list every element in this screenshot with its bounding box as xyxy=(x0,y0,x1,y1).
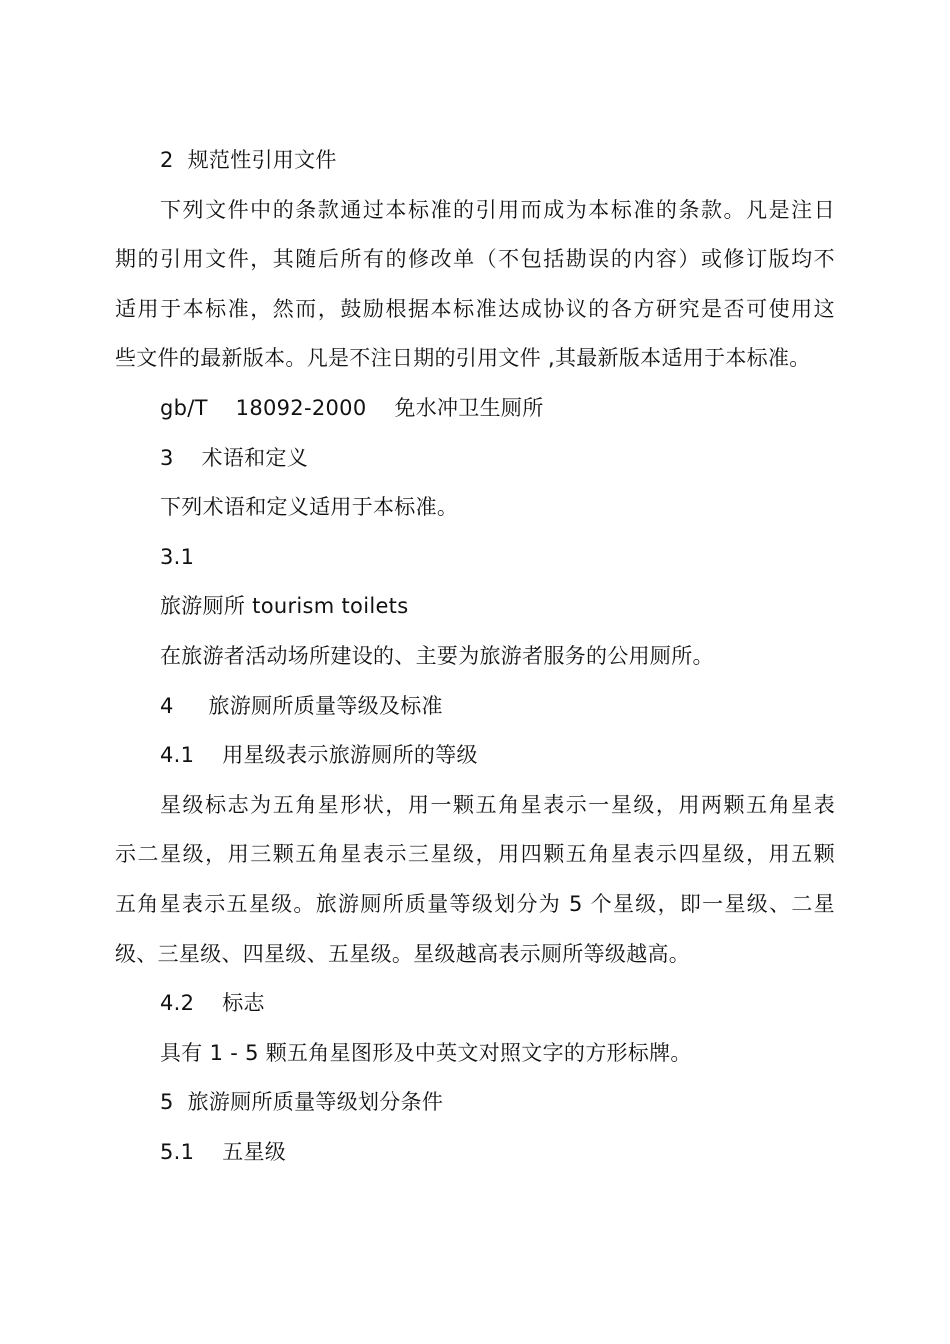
subsection-heading-4-2: 4.2 标志 xyxy=(160,991,265,1016)
paragraph-line: 适用于本标准，然而，鼓励根据本标准达成协议的各方研究是否可使用这 xyxy=(115,296,835,321)
term-definition: 在旅游者活动场所建设的、主要为旅游者服务的公用厕所。 xyxy=(160,643,714,668)
paragraph-line: 示二星级，用三颗五角星表示三星级，用四颗五角星表示四星级，用五颗 xyxy=(115,842,835,867)
term-name: 旅游厕所 tourism toilets xyxy=(160,594,409,619)
section-heading-2: 2 规范性引用文件 xyxy=(160,148,337,172)
section-heading-4: 4 旅游厕所质量等级及标准 xyxy=(160,693,443,718)
subsection-heading-4-1: 4.1 用星级表示旅游厕所的等级 xyxy=(160,743,478,768)
paragraph-line: 五角星表示五星级。旅游厕所质量等级划分为 5 个星级，即一星级、二星 xyxy=(115,891,835,916)
term-number: 3.1 xyxy=(160,544,195,569)
paragraph-line: 星级标志为五角星形状，用一颗五角星表示一星级，用两颗五角星表 xyxy=(160,792,835,817)
section-heading-3: 3 术语和定义 xyxy=(160,445,309,470)
reference-entry: gb/T 18092-2000 免水冲卫生厕所 xyxy=(160,395,544,420)
paragraph-line: 下列文件中的条款通过本标准的引用而成为本标准的条款。凡是注日 xyxy=(160,197,835,222)
subsection-heading-5-1: 5.1 五星级 xyxy=(160,1139,287,1164)
paragraph-line: 级、三星级、四星级、五星级。星级越高表示厕所等级越高。 xyxy=(115,941,691,966)
paragraph-line: 下列术语和定义适用于本标准。 xyxy=(160,495,459,520)
document-body xyxy=(115,136,835,1177)
section-heading-5: 5 旅游厕所质量等级划分条件 xyxy=(160,1090,444,1115)
paragraph-line: 些文件的最新版本。凡是不注日期的引用文件 ,其最新版本适用于本标准。 xyxy=(115,346,811,371)
paragraph-line: 期的引用文件，其随后所有的修改单（不包括勘误的内容）或修订版均不 xyxy=(115,247,835,272)
paragraph-line: 具有 1 - 5 颗五角星图形及中英文对照文字的方形标牌。 xyxy=(160,1040,692,1065)
